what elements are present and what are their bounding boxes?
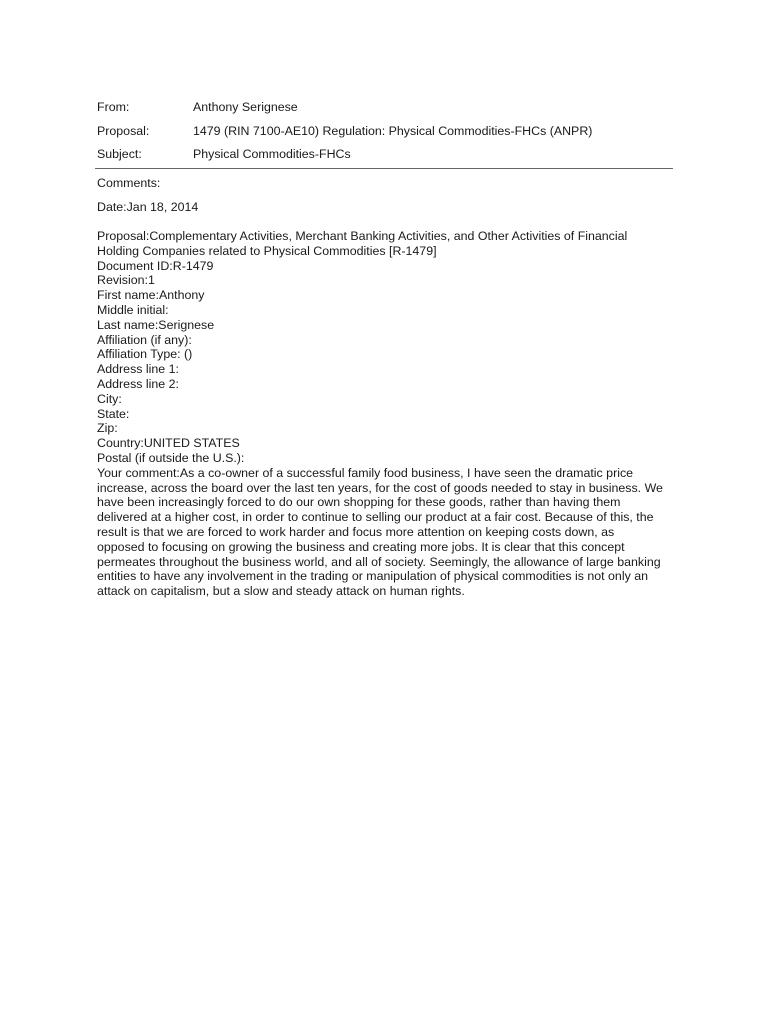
state: State: (97, 406, 130, 421)
comment-line: delivered at a higher cost, in order to continue to selling our product at a fair cost. Because of this, the (97, 510, 654, 525)
affiliation: Affiliation (if any): (97, 332, 192, 347)
affiliation-type: Affiliation Type: () (97, 347, 193, 362)
document-id: Document ID:R-1479 (97, 258, 214, 273)
first-name: First name:Anthony (97, 288, 205, 303)
comments-label: Comments: (97, 176, 161, 190)
comment-line: result is that we are forced to work harder and focus more attention on keeping costs down, as (97, 524, 615, 539)
city: City: (97, 391, 122, 406)
proposal-value: 1479 (RIN 7100-AE10) Regulation: Physical Commodities-FHCs (ANPR) (193, 124, 593, 138)
middle-initial: Middle initial: (97, 302, 169, 317)
comment-line: attack on capitalism, but a slow and steady attack on human rights. (97, 584, 465, 599)
from-label: From: (97, 100, 130, 114)
comment-line: permeates throughout the business world, and all of society. Seemingly, the allowance of large banking (97, 554, 661, 569)
subject-label: Subject: (97, 147, 142, 161)
zip: Zip: (97, 421, 118, 436)
proposal-label: Proposal: (97, 124, 150, 138)
proposal-line-2: Holding Companies related to Physical Commodities [R-1479] (97, 243, 437, 258)
comment-line: increase, across the board over the last ten years, for the cost of goods needed to stay in business. We (97, 480, 663, 495)
address-line-1: Address line 1: (97, 362, 179, 377)
header-divider (95, 168, 673, 169)
comment-line: entities to have any involvement in the trading or manipulation of physical commodities is not only an (97, 569, 648, 584)
comment-body (97, 229, 677, 599)
country: Country:UNITED STATES (97, 436, 240, 451)
comment-line: Your comment:As a co-owner of a successful family food business, I have seen the dramatic price (97, 465, 634, 480)
last-name: Last name:Serignese (97, 317, 215, 332)
proposal-line-1: Proposal:Complementary Activities, Merchant Banking Activities, and Other Activities of Financial (97, 229, 628, 243)
postal: Postal (if outside the U.S.): (97, 450, 245, 465)
comment-line: have been increasingly forced to do our own shopping for these goods, rather than having them (97, 495, 621, 510)
subject-value: Physical Commodities-FHCs (193, 147, 351, 161)
date-line: Date:Jan 18, 2014 (97, 200, 199, 214)
from-value: Anthony Serignese (193, 100, 298, 114)
address-line-2: Address line 2: (97, 376, 179, 391)
revision: Revision:1 (97, 273, 155, 288)
comment-line: opposed to focusing on growing the business and creating more jobs. It is clear that this concept (97, 539, 625, 554)
